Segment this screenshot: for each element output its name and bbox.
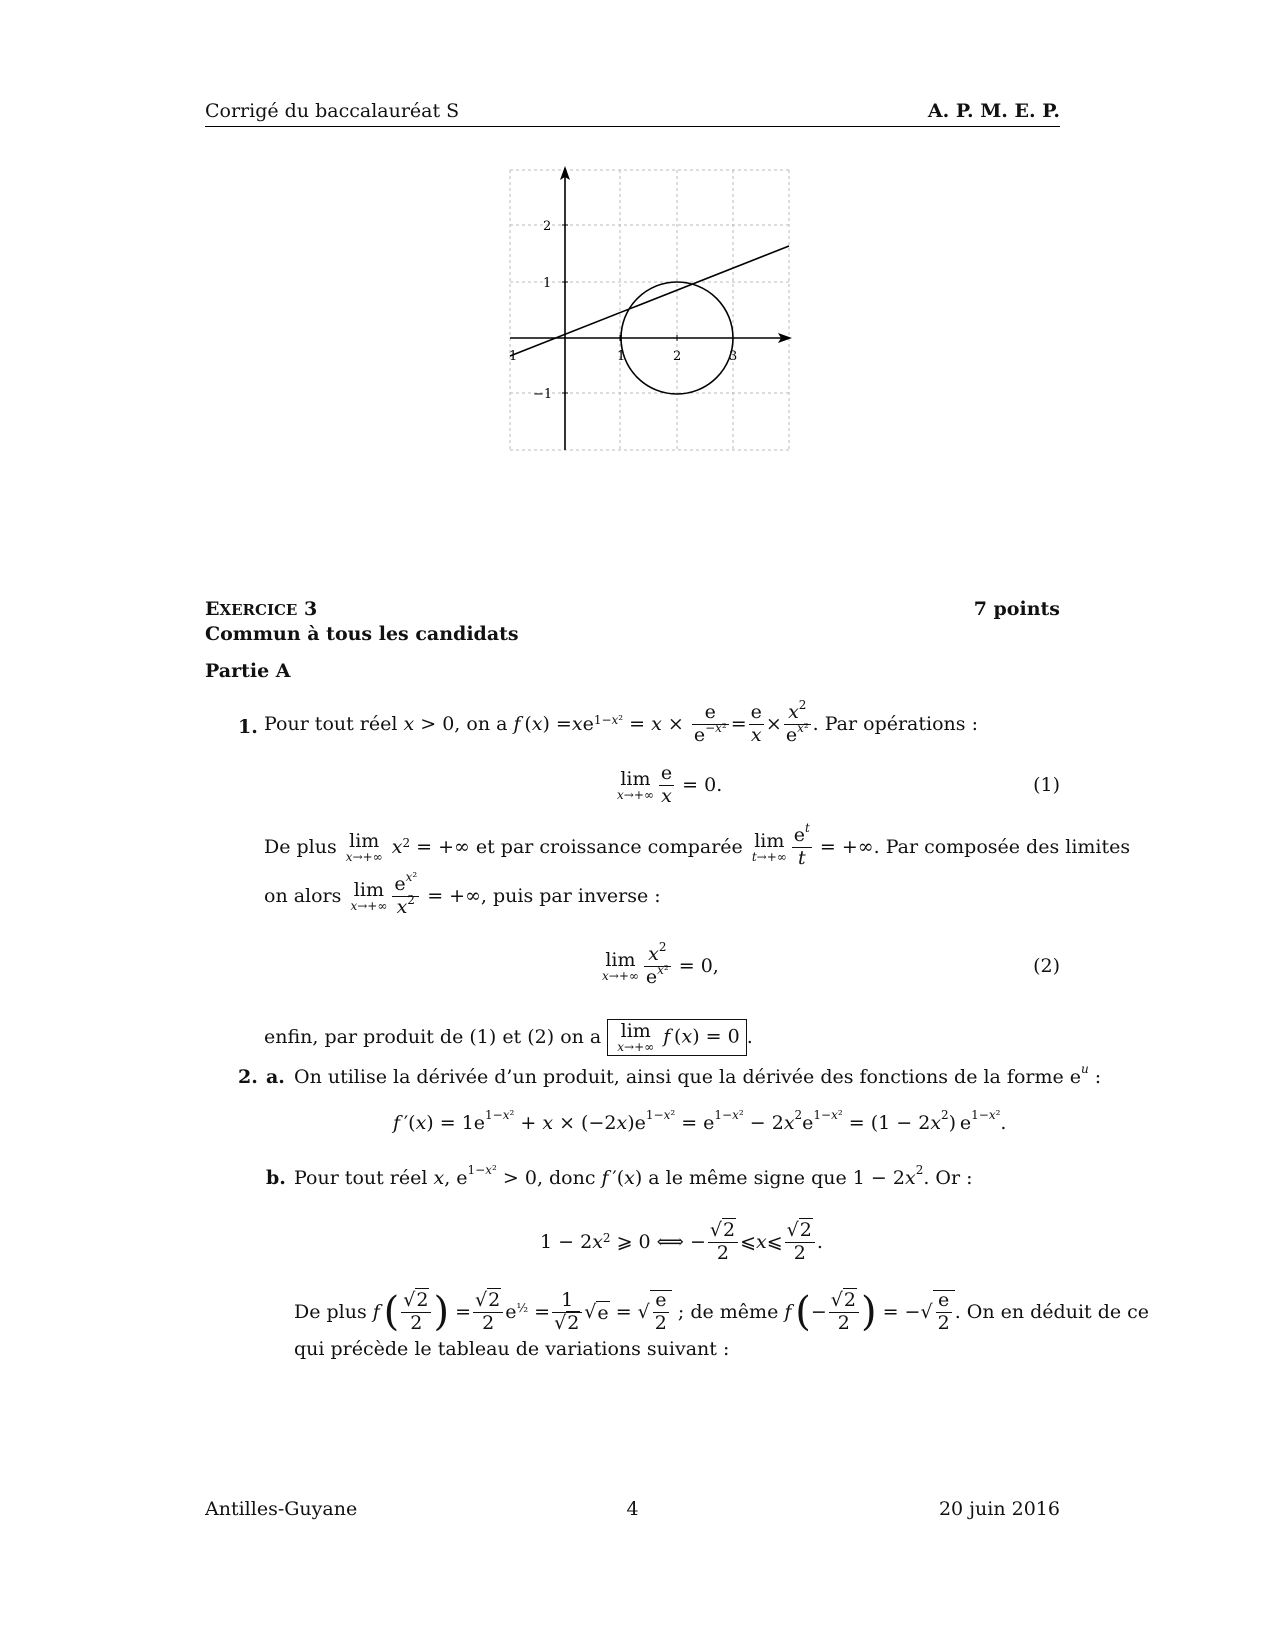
q1-line-enfin: enfin, par produit de (1) et (2) on a lim x→+∞ f (x) = 0 .: [264, 1019, 753, 1054]
exercise-points: 7 points: [973, 598, 1060, 620]
page-footer: [205, 1498, 1060, 1522]
x-tick-neg1: 1: [509, 349, 518, 364]
y-tick-2: 2: [543, 219, 552, 234]
q2-number: 2.: [238, 1066, 258, 1088]
part-title: Partie A: [205, 660, 291, 682]
eq1-number: (1): [1033, 774, 1060, 796]
q1-line-alors: on alors lim x→+∞ $\frac{e^{x^2}}{x^2}$ = +∞ , puis par inverse :: [264, 869, 661, 918]
x-tick-3: 3: [729, 349, 738, 364]
q2b-text: Pour tout réel x, $e^{1-x^2} > 0$, donc f ′(x) a le même signe que $1 - 2x^2$. Or :: [294, 1163, 973, 1189]
q2a-derivative-eq: f $'(x) = 1e^{1-x^2} + x \times (-2x)e^{1-x^2} = e^{1-x^2} - 2x^2e^{1-x^2} = (1 - 2x^2)$ $e^{1-x^2}$.: [393, 1108, 1007, 1134]
y-tick-neg1: −1: [533, 387, 553, 402]
header-right: A. P. M. E. P.: [927, 100, 1060, 122]
q1-boxed-result: lim x→+∞ f (x) = 0: [607, 1019, 746, 1056]
q1-line1: Pour tout réel x > 0, on a f ( x ) = x e $^{1-x ^2}$ = x × $\frac{e}{e^{-x^2}}$ = $\frac{e}{x}$ × $\frac{x^2}{e^{x^2}}$ . Par opérations :: [264, 697, 978, 746]
page-header: [205, 100, 1060, 127]
q1-eq2: lim x→+∞ $\frac{x^2}{e^{x^2}}$ = 0, (2): [602, 939, 1060, 988]
y-tick-1: 1: [543, 276, 552, 291]
footer-left: Antilles-Guyane: [205, 1498, 358, 1520]
q1-eq1: lim x→+∞ $\frac{e}{x}$ = 0. (1): [617, 761, 1060, 807]
x-tick-2: 2: [673, 349, 682, 364]
grid: [510, 170, 789, 450]
eq2-number: (2): [1033, 955, 1060, 977]
line-curve: [510, 246, 789, 356]
q2b-label: b.: [266, 1167, 286, 1189]
x-tick-1: 1: [617, 349, 626, 364]
tick-marks: [562, 225, 733, 393]
q1-number: 1.: [238, 716, 258, 738]
exercise-title: EXERCICE 3: [205, 598, 318, 620]
q1-line-plus: De plus lim x→+∞ x $^2$ = +∞ et par croissance comparée lim t→+∞ $\frac{e^t}{t}$ = +∞ . Par composée des limites: [264, 820, 1131, 869]
footer-right: 20 juin 2016: [938, 1498, 1060, 1520]
q2b-values: De plus f ( $\frac{√2}{2}$ ) = $\frac{√2}{2}$ e $^{\frac{1}{2}}$ = $\frac{1}{√2}$ √ e = √ $\frac{e}{2}$ ; de même f ( − $\frac{√2}{2}$ ) = −√ $\frac{e}{2}$ . On en déduit de ce: [294, 1288, 1150, 1335]
q2a-text: On utilise la dérivée d’un produit, ainsi que la dérivée des fonctions de la forme $e^u$ :: [294, 1062, 1102, 1088]
q2b-conclusion: qui précède le tableau de variations suivant :: [294, 1338, 730, 1360]
header-left: Corrigé du baccalauréat S: [205, 100, 460, 122]
graph-figure: [505, 165, 805, 465]
q2b-inequality: 1 − 2 x $^2$ ⩾ 0 ⟺ − $\frac{√2}{2}$ ⩽ x ⩽ $\frac{√2}{2}$ .: [540, 1218, 823, 1264]
q2a-label: a.: [266, 1066, 285, 1088]
footer-page-number: 4: [626, 1498, 639, 1520]
exercise-subtitle: Commun à tous les candidats: [205, 623, 519, 645]
